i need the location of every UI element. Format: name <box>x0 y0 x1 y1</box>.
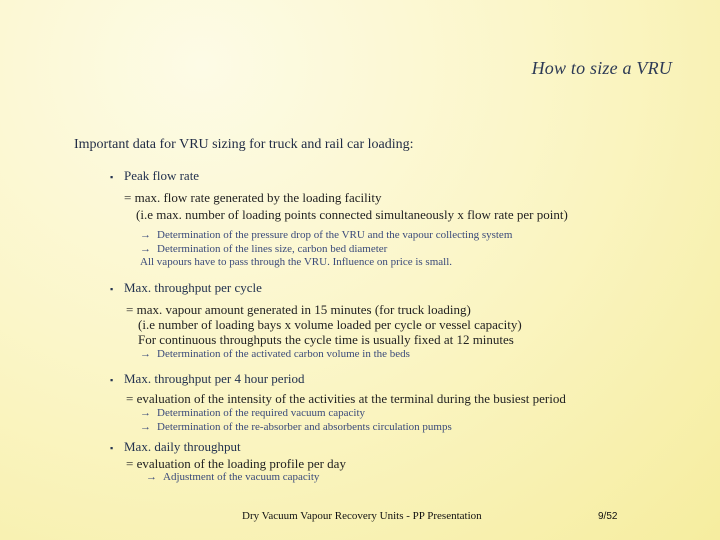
sub-item <box>146 471 346 485</box>
sub-item-text: Determination of the required vacuum capacity <box>157 407 365 419</box>
right-arrow-icon: → <box>140 229 151 241</box>
right-arrow-icon: → <box>140 242 151 255</box>
right-arrow-icon: → <box>140 407 151 419</box>
sub-item <box>140 421 566 435</box>
section-heading: Max. throughput per 4 hour period <box>124 371 305 386</box>
section-line: = evaluation of the intensity of the activities at the terminal during the busiest period <box>126 391 566 406</box>
sub-item <box>140 229 568 243</box>
section-heading-row <box>110 371 566 387</box>
bullet-icon: ▪ <box>110 375 114 385</box>
bullet-icon: ▪ <box>110 443 114 453</box>
section-throughput-4h <box>110 371 566 434</box>
section-peak-flow <box>110 168 568 270</box>
section-heading: Max. daily throughput <box>124 439 241 454</box>
section-heading-row <box>110 280 522 296</box>
slide-title: How to size a VRU <box>531 58 672 78</box>
bullet-icon: ▪ <box>110 284 114 294</box>
intro-text: Important data for VRU sizing for truck and rail car loading: <box>74 137 414 152</box>
bullet-icon: ▪ <box>110 172 114 182</box>
sub-item-text: Determination of the lines size, carbon bed diameter <box>157 242 388 255</box>
section-line: = max. flow rate generated by the loading facility <box>124 190 382 205</box>
section-line: (i.e number of loading bays x volume loaded per cycle or vessel capacity) <box>138 317 522 332</box>
page-number: 9/52 <box>598 511 618 522</box>
section-heading-row <box>110 439 346 455</box>
sub-item <box>140 348 522 362</box>
section-daily-throughput <box>110 439 346 485</box>
sub-item <box>140 407 566 421</box>
section-heading: Peak flow rate <box>124 168 200 183</box>
section-line: = evaluation of the loading profile per day <box>126 456 346 471</box>
sub-item-text: Determination of the re-absorber and absorbents circulation pumps <box>157 420 452 433</box>
section-line: (i.e max. number of loading points connected simultaneously x flow rate per point) <box>136 207 568 222</box>
section-line: = max. vapour amount generated in 15 minutes (for truck loading) <box>126 302 471 317</box>
sub-item <box>140 243 568 257</box>
section-heading-row <box>110 168 568 184</box>
sub-item-text: Determination of the pressure drop of the VRU and the vapour collecting system <box>157 229 513 241</box>
right-arrow-icon: → <box>140 420 151 433</box>
section-line: For continuous throughputs the cycle time is usually fixed at 12 minutes <box>138 332 514 347</box>
section-throughput-cycle <box>110 280 522 362</box>
section-heading: Max. throughput per cycle <box>124 280 262 295</box>
footer-text: Dry Vacuum Vapour Recovery Units - PP Presentation <box>242 510 482 522</box>
right-arrow-icon: → <box>146 471 157 483</box>
sub-item-text: Adjustment of the vacuum capacity <box>163 471 320 483</box>
right-arrow-icon: → <box>140 348 151 360</box>
section-note: All vapours have to pass through the VRU. Influence on price is small. <box>140 256 453 268</box>
sub-item-text: Determination of the activated carbon volume in the beds <box>157 348 410 360</box>
